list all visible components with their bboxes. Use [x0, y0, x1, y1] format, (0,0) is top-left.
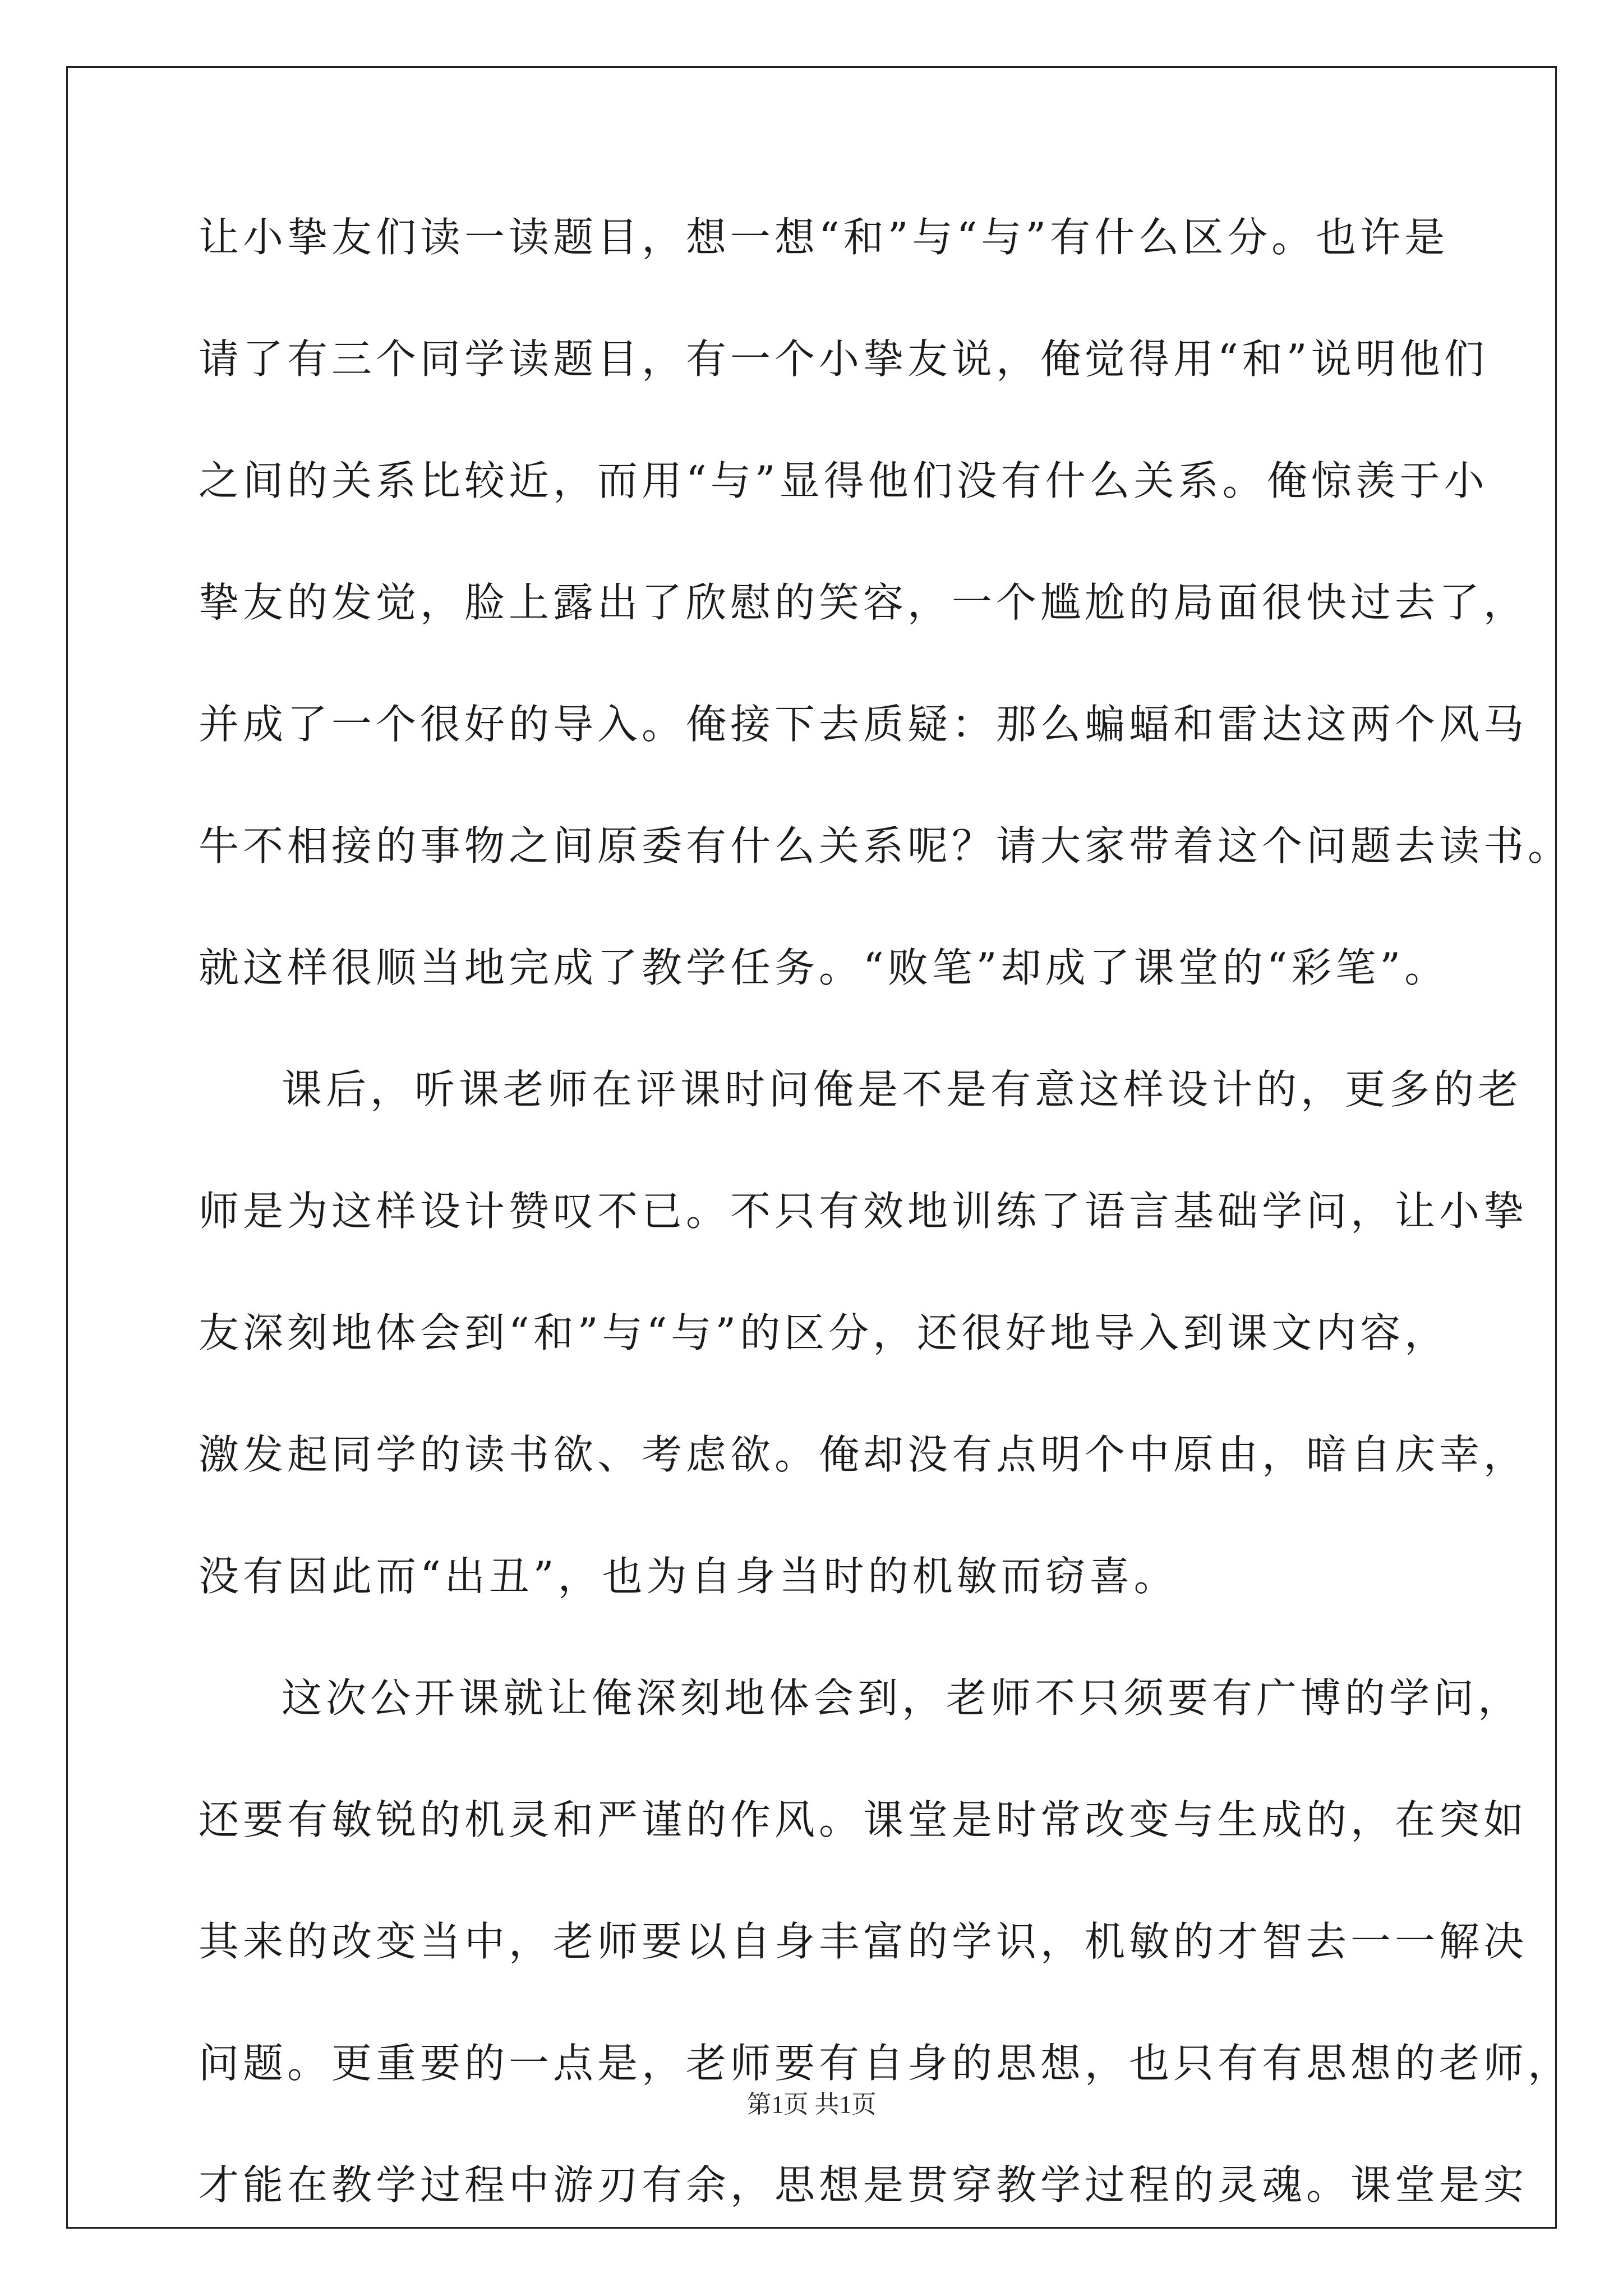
page-border	[66, 66, 1557, 2229]
text-line: 就这样很顺当地完成了教学任务。“败笔”却成了课堂的“彩笔”。	[199, 944, 1449, 991]
text-line: 没有因此而“出丑”，也为自身当时的机敏而窃喜。	[199, 1553, 1178, 1600]
page-number-footer: 第1页 共1页	[746, 2091, 877, 2118]
text-line: 并成了一个很好的导入。俺接下去质疑：那么蝙蝠和雷达这两个风马	[199, 701, 1528, 748]
text-line: 问题。更重要的一点是，老师要有自身的思想，也只有有思想的老师，	[199, 2040, 1573, 2087]
paragraph-start-line: 这次公开课就让俺深刻地体会到，老师不只须要有广博的学问，	[282, 1674, 1523, 1722]
text-line: 才能在教学过程中游刃有余，思想是贯穿教学过程的灵魂。课堂是实	[199, 2161, 1528, 2208]
text-line: 让小挚友们读一读题目，想一想“和”与“与”有什么区分。也许是	[199, 214, 1449, 261]
text-line: 友深刻地体会到“和”与“与”的区分，还很好地导入到课文内容，	[199, 1309, 1449, 1356]
text-line: 师是为这样设计赞叹不已。不只有效地训练了语言基础学问，让小挚	[199, 1188, 1528, 1235]
text-line: 请了有三个同学读题目，有一个小挚友说，俺觉得用“和”说明他们	[199, 335, 1488, 383]
text-line: 激发起同学的读书欲、考虑欲。俺却没有点明个中原由，暗自庆幸，	[199, 1431, 1528, 1478]
text-line: 之间的关系比较近，而用“与”显得他们没有什么关系。俺惊羡于小	[199, 457, 1488, 504]
paragraph-start-line: 课后，听课老师在评课时问俺是不是有意这样设计的，更多的老	[282, 1066, 1523, 1113]
text-line: 还要有敏锐的机灵和严谨的作风。课堂是时常改变与生成的，在突如	[199, 1796, 1528, 1843]
text-line: 挚友的发觉，脸上露出了欣慰的笑容，一个尴尬的局面很快过去了，	[199, 579, 1528, 626]
text-line: 其来的改变当中，老师要以自身丰富的学识，机敏的才智去一一解决	[199, 1918, 1528, 1965]
text-line: 牛不相接的事物之间原委有什么关系呢？请大家带着这个问题去读书。	[199, 822, 1573, 869]
